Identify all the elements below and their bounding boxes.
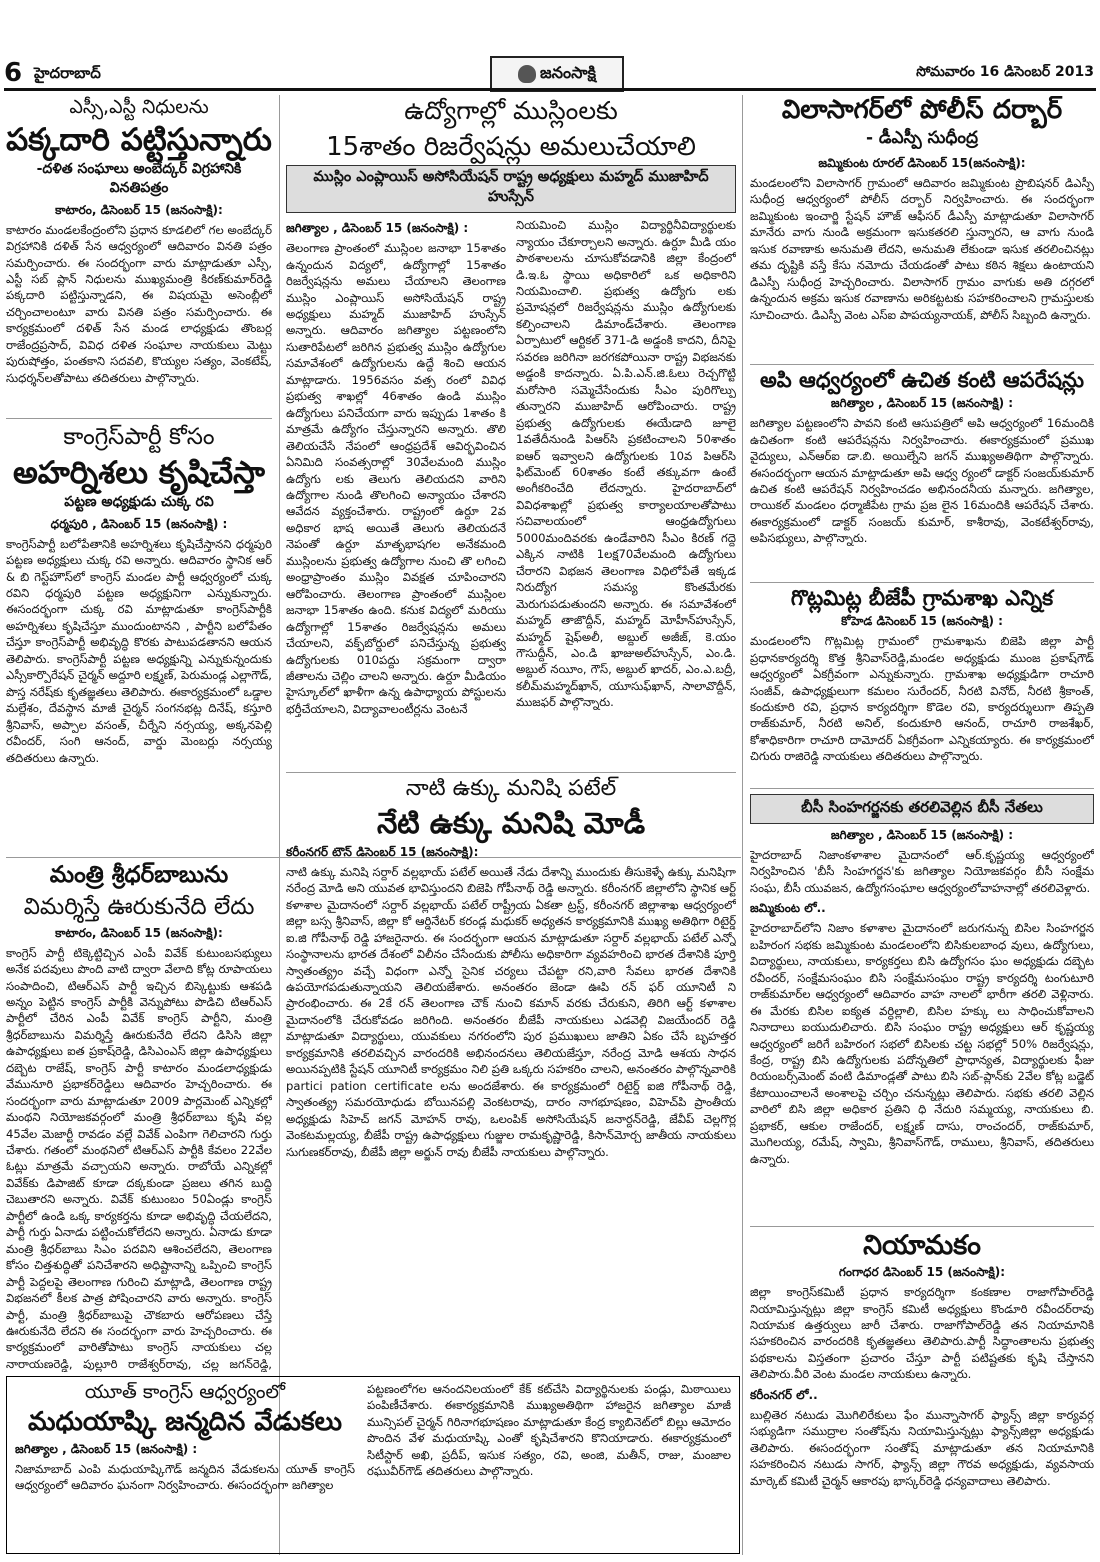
article-body: నిజామాబాద్ ఎంపి మధుయాష్కిగౌడ్ జన్మదిన వేడుకలను యూత్ కాంగ్రెస్ ఆధ్వర్యంలో ఆదివారం ఘనంగా నిర్వహించారు. ఈసందర్భంగా జగిత్యాల	[15, 1461, 355, 1493]
article-dateline: జగిత్యాల , డిసెంబర్ 15 (జనంసాక్షి) :	[15, 1441, 198, 1456]
article-headline: అపి ఆధ్వర్యంలో ఉచిత కంటి ఆపరేషన్లు	[759, 368, 1085, 392]
article-bc-simhagarjana	[750, 792, 1094, 1224]
article-kicker: ఉద్యోగాల్లో ముస్లింలకు	[404, 96, 618, 125]
article-body: కాంగ్రెస్‌పార్టీ బలోపేతానికి అహర్నిశలు కృషిచేస్తానని ధర్మపురి పట్టణ అధ్యక్షులు చుక్క రవి అన్నారు. ఆదివారం స్థానిక ఆర్ & బి గెస్ట్‌హౌస్‌లో కాంగ్రెస్ మండల పార్టీ ఆధ్వర్యంలో చుక్క రవిని ధర్మపురి పట్టణ అధ్యక్షునిగా ఎన్నుకున్నారు. ఈసందర్భంగా చుక్క రవి మాట్లాడుతూ కాంగ్రెస్‌పార్టీకి అహర్నిశలు కృషిచేస్తూ ముందుంటానని , పార్టీని బలోపేతం చేస్తూ కాంగ్రెస్‌పార్టీ అభివృద్ధి కొరకు పాటుపడతానని ఆయన తెలిపారు. కాంగ్రెస్‌పార్టీ పట్టణ అధ్యక్షున్ని ఎన్నుకున్నందుకు ఎస్సీకార్పొరేషన్ చైర్మన్ అద్దూరి లక్ష్మణ్, పెరుమండ్ల ఎల్లాగౌడ్, పొస్త నరేష్‌కు కృతజ్ఞతలు తెలిపారు. ఈకార్యక్రమంలో ఒడ్డాల మల్లేశం, దేవస్థాన మాజీ చైర్మన్ సంగనభట్ల దినేష్, కస్తూరి శ్రీనివాస్, అప్పాల వసంత్, చీర్నేని నర్సయ్య, అక్కనపెల్లి రవీందర్, సంగి ఆనంద్, వార్డు మెంబర్లు నర్సయ్య తదితరులు ఉన్నారు.	[6, 536, 272, 765]
article-body-col2: నియమించి ముస్లిం విద్యార్థినీవిద్యార్థులకు న్యాయం చేకూర్చాలని అన్నారు. ఉర్దూ మీడి యం పాఠశాలలను చూసుకోవడానికి జిల్లా కేంద్రంలో డి.ఇ.ఓ స్థాయి అధికారిలో ఒక అధికారిని నియమించాలి. ప్రభుత్వ ఉద్యోగు లకు ప్రమోషన్లలో రిజర్వేషన్లను ముస్లిం ఉద్యోగులకు కల్పించాలని డిమాండ్‌చేశారు. తెలంగాణ ఏర్పాటులో ఆర్టికల్ 371-డి అడ్డంకి కాదని, దీనిపై సవరణ జరిగినా జరగకపోయినా రాష్ట్ర విభజనకు అడ్డంకి కాదన్నారు. ఏ.పి.ఎన్.జి.ఓలు రెచ్చగొట్టి మరోసారి సమ్మెచేసేందుకు సీఎం పురిగొల్పు తున్నారని ముజాహిద్ ఆరోపించారు. రాష్ట్ర ప్రభుత్వ ఉద్యోగులకు ఈయేడాది జూలై 1వతేదీనుండి పిఆర్‌సి ప్రకటించాలని 50శాతం ఐఆర్ ఇవ్వాలని ఉద్యోగులకు 10వ పిఆర్‌సి ఫిట్‌మెంట్ 60శాతం కంటే తక్కువగా ఉంటే అంగీకరించేది లేదన్నారు. హైదరాబాద్‌లో వివిధశాఖల్లో ప్రభుత్వ కార్యాలయాలతోపాటు సచివాలయంలో ఆంధ్రఉద్యోగులు 5000మందివరకు ఉండేవారిని సీఎం కిరణ్ గద్దె ఎక్కిన నాటికి 1లక్ష70వేలమంది ఉద్యోగులు చేరారని విభజన తెలంగాణ విధిలోపేతే ఇక్కడ నిరుద్యోగ సమస్య కొంతమేరకు మెరుగుపడుతుందని అన్నారు. ఈ సమావేశంలో మహ్మద్ తాజొద్దీన్, మహ్మద్ మోహీన్‌హుస్సేన్, మహ్మద్ షైఫ్అలీ, అబ్దుల్ అజీజ్, కె.యం గౌసుద్దీన్, ఎం.డి ఖాజుఅల్‌హుస్సేన్, ఎం.డి. అబ్దుల్ నయీం, గౌస్, అబ్దుల్ ఖాదర్, ఎం.ఎ.బద్రీ, కలీమ్‌మహ్మద్‌ఖాన్, యూసుఫ్‌ఖాన్, సాలావొద్దీన్, ముజఫర్ పాల్గొన్నారు.	[516, 218, 736, 710]
article-divider	[286, 772, 736, 773]
article-muslim-reservations	[286, 96, 736, 746]
article-headline: 15శాతం రిజర్వేషన్లు అమలుచేయాలి	[326, 132, 696, 162]
article-headline: నేటి ఉక్కు మనిషి మోడీ	[376, 806, 646, 840]
article-dateline: జమ్మికుంట రూరల్ డిసెంబర్ 15(జనంసాక్షి):	[818, 155, 1026, 170]
article-section-label: కరీంనగర్ లో..	[750, 1387, 818, 1402]
article-headline: అహర్నిశలు కృషిచేస్తా	[12, 455, 266, 491]
article-dateline: కరీంనగర్ టౌన్ డిసెంబర్ 15 (జనంసాక్షి):	[286, 844, 479, 859]
article-dateline: జగిత్యాల , డిసెంబర్ 15 (జనంసాక్షి) :	[286, 221, 469, 236]
edition-city: హైదరాబాద్	[34, 64, 101, 82]
article-body: హైదరాబాద్ నిజాంకళాశాల మైదానంలో ఆర్.కృష్ణయ్య ఆధ్వర్యంలో నిర్వహించిన 'బీసీ సింహగర్జన'కు జగిత్యాల నియోజకవర్గం బీసీ సంక్షేమ సంఘ, బీసీ యువజన, ఉద్యోగసంఘాల ఆధ్వర్యంలోవాహనాల్లో తరలివెళ్లారు.	[750, 848, 1094, 895]
article-body: మండలంలోని విలాసాగర్ గ్రామంలో ఆదివారం జమ్మికుంట ప్రొబిషనర్ డిఎస్పీ సుధీంద్ర ఆధ్వర్యంలో పోలీస్ దర్బార్ నిర్వహించారు. ఈ సందర్భంగా జమ్మికుంట ఇంచార్జి స్టేషన్ హౌజ్ ఆఫీసర్ డీఎస్పీ మాట్లాడుతూ విలాసాగర్ మానేరు వాగు నుండి అక్రమంగా ఇసుకతరలి స్తున్నారని, ఆ వాగు నుండి ఇసుక రవాణాకు అనుమతి లేదని, అనుమతి లేకుండా ఇసుక తరలించినట్లు తమ దృష్టికి వస్తే కేసు నమోదు చేయడంతో పాటు కఠిన శిక్షలు ఉంటాయని డిఎస్పీ సుధీంద్ర హెచ్చరించారు. విలాసాగర్ గ్రామం వాగుకు అతి దగ్గరలో ఉన్నందున అక్రమ ఇసుక రవాణాను అరికట్టటకు సహకరించాలని గ్రామస్తులకు సూచించారు. డిఎస్పీ వెంట ఎస్ఐ పాపయ్యనాయక్, పోలీస్ సిబ్బంది ఉన్నారు.	[750, 175, 1094, 322]
article-kicker: మంత్రి శ్రీధర్‌బాబును	[49, 862, 229, 888]
article-dateline: జగిత్యాల , డిసెంబర్ 15 (జనంసాక్షి) :	[830, 396, 1014, 411]
header-rule	[4, 88, 1096, 91]
article-section-label: జమ్మికుంట లో..	[750, 901, 826, 916]
article-sc-st-funds	[6, 96, 272, 414]
column-divider	[279, 95, 280, 1555]
article-headline: నియామకం	[863, 1230, 981, 1261]
article-headline: గొట్లమిట్ల బీజేపీ గ్రామశాఖ ఎన్నిక	[790, 586, 1054, 610]
article-subheadline: -దళిత సంఘాలు అంబేద్కర్ విగ్రహానికి వినతిపత్రం	[36, 160, 242, 196]
article-body: కాటారం మండలకేంద్రంలోని ప్రధాన కూడలిలో గల అంబేద్కర్ విగ్రహానికి దళిత్ సేన ఆధ్వర్యంలో ఆదివారం వినతి పత్రం సమర్పించారు. ఈ సందర్భంగా వారు మాట్లాడుతూ ఎస్సీ, ఎస్టీ సబ్ ప్లాన్ నిధులను ముఖ్యమంత్రి కిరణ్‌కుమార్‌రెడ్డి పక్కదారి పట్టిస్తున్నాడని, ఈ విషయమై అసెంబ్లీలో చర్చించాలంటూ వారు వినతి పత్రం సమర్పించారు. ఈ కార్యక్రమంలో దళిత్ సేన మండ లాధ్యక్షుడు తొంబర్ల రాజేంద్రప్రసాద్, వివిధ దళిత సంఘాల నాయకులు మెట్టు పురుషోత్తం, పంతకాని సదవలి, కొయ్యల సత్యం, వెంకటేష్, సుధర్శన్‌లతోపాటు తదితరులు పాల్గొన్నారు.	[6, 222, 272, 385]
page-header	[0, 0, 1100, 92]
article-dateline: ధర్మపురి , డిసెంబర్ 15 (జనంసాక్షి) :	[50, 516, 228, 531]
article-dateline: కాటారం, డిసెంబర్ 15 (జనంసాక్షి):	[55, 202, 223, 217]
article-dateline: కాటారం, డిసెంబర్ 15 (జనంసాక్షి):	[55, 925, 223, 940]
article-sridhar-babu	[6, 862, 272, 1372]
article-bjp-village-branch	[750, 586, 1094, 784]
article-body: మండలంలోని గొట్లమిట్ల గ్రామంలో గ్రామశాఖను బిజెపి జిల్లా పార్టీ ప్రధానకార్యదర్శి కొత్త శ్రీనివాస్‌రెడ్డి,మండల అధ్యక్షుడు ముంజ ప్రకాష్‌గౌడ్ ఆధ్వర్యంలో ఏకగ్రీవంగా ఎన్నుకున్నారు. గ్రామశాఖ అధ్యక్షుడిగా రాచూరి సంజీవ్, ఉపాధ్యక్షులుగా కమలం సురేందర్, నీరటి వినోద్, నీరటి శ్రీకాంత్, కందుకూరి రవి, ప్రధాన కార్యదర్శిగా కొడెల రవి, కార్యదర్శులుగా తిప్పతి రాజ్‌కుమార్, నీరటి అనిల్, కందుకూరి ఆనంద్, రాచూరి రాజశేఖర్, కోశాధికారిగా రాచూరి దామోదర్ ఏకగ్రీవంగా ఎన్నికయ్యారు. ఈ కార్యక్రమంలో చిగురు రాజిరెడ్డి నాయకులు తదితరులు పాల్గొన్నారు.	[750, 634, 1094, 764]
article-body: కాంగ్రెస్ పార్టీ టిక్కెట్టిచ్చిన ఎంపీ వివేక్ కుటుంబసభ్యులు అనేక పదవులు పొంది వాటి ద్వారా వేలాది కోట్ల రూపాయలు సంపాదించి, టిఆర్ఎస్ పార్టీ ఇచ్చిన బిస్కెట్టుకు ఆశపడి అన్నం పెట్టిన కాంగ్రెస్ పార్టీకి వెన్నుపోటు పొడిచి టిఆర్ఎస్ పార్టీలో చేరిన ఎంపీ వివేక్ కాంగ్రెస్ పార్టీని, మంత్రి శ్రీధర్‌బాబును విమర్శిస్తే ఊరుకునేది లేదని డిసిసి జిల్లా ఉపాధ్యక్షులు ఐత ప్రకాష్‌రెడ్డి, డిసిఎంఎస్ జిల్లా ఉపాధ్యక్షులు దబ్బెట రాజేష్, కాంగ్రెస్ పార్టీ కాటారం మండలాధ్యక్షుడు వేమునూరి ప్రభాకర్‌రెడ్డిలు ఆదివారం హెచ్చరించారు. ఈ సందర్భంగా వారు మాట్లాడుతూ 2009 పార్లమెంట్ ఎన్నికల్లో మంథని నియోజకవర్గంలో మంత్రి శ్రీధర్‌బాబు కృషి వల్ల 45వేల మెజార్టీ రావడం వల్లే వివేక్ ఎంపిగా గెలిచారని గుర్తు చేశారు. గతంలో మంథనిలో టిఆర్ఎస్ పార్టీకి కేవలం 22వేల ఓట్లు మాత్రమే వచ్చాయని అన్నారు. రాబోయే ఎన్నికల్లో వివేక్‌కు డిపాజిట్ కూడా దక్కకుండా ప్రజలు తగిన బుద్ది చెబుతారని అన్నారు. వివేక్ కుటుంబం 50ఏండ్లు కాంగ్రెస్ పార్టీలో ఉండి ఒక్క కార్యకర్తను కూడా అభివృద్ధి చేయలేదని, పార్టీ గుర్తు ఏనాడు పట్టించుకోలేదని అన్నారు. ఏనాడు కూడా మంత్రి శ్రీధర్‌బాబు సిఎం పదవిని ఆశించలేదని, తెలంగాణ కోసం చిత్తశుద్ధితో పనిచేశారని అధిష్టానాన్ని ఒప్పించి కాంగ్రెస్ పార్టీ పెద్దలపై తెలంగాణ గురించి మాట్లాడి, తెలంగాణ రాష్ట్ర విభజనలో కీలక పాత్ర పోషించారని వారు అన్నారు. కాంగ్రెస్ పార్టీ, మంత్రి శ్రీధర్‌బాబుపై చౌకబారు ఆరోపణలు చేస్తే ఊరుకునేది లేదని ఈ సందర్భంగా వారు హెచ్చరించారు. ఈ కార్యక్రమంలో వారితోపాటు కాంగ్రెస్ నాయకులు చల్ల నారాయణరెడ్డి, పుల్లూరి రాజేశ్వర్‌రావు, చల్ల జగన్‌రెడ్డి,	[6, 945, 272, 1371]
article-kicker: యూత్ కాంగ్రెస్ ఆధ్వర్యంలో	[84, 1381, 286, 1403]
masthead-title: జనంసాక్షి	[540, 63, 596, 82]
article-eye-operations	[750, 368, 1094, 580]
article-kicker: ఎస్సీ,ఎస్టీ నిధులను	[69, 96, 209, 118]
article-madhu-yaskhi-birthday	[6, 1376, 740, 1554]
article-congress-effort	[6, 424, 272, 854]
issue-date: సోమవారం 16 డిసెంబర్ 2013	[916, 64, 1094, 80]
article-body: జగిత్యాల పట్టణంలోని పావని కంటి ఆసుపత్రిలో అపి ఆధ్వర్యంలో 16మందికి ఉచితంగా కంటి ఆపరేషన్లను నిర్వహించారు. ఈకార్యక్రమంలో ప్రముఖ వైద్యులు, ఎన్ఆర్ఐ డా.బి. అయిల్నేని జగన్ ముఖ్యఅతిథిగా పాల్గొన్నారు. ఈసందర్భంగా ఆయన మాట్లాడుతూ అపి ఆధ్వ ర్యంలో డాక్టర్ సంజయ్‌కుమార్ ఉచిత కంటి ఆపరేషన్ నిర్వహించడం అభినందనీయ మన్నారు. జగిత్యాల, రాయికల్ మండలం ధర్మాజీపేట గ్రామ ప్రజ లైన 16మందికి ఆపరేషన్ చేశారు. ఈకార్యక్రమంలో డాక్టర్ సంజయ్ కుమార్, కాశీరావు, వెంకటేశ్వర్‌రావు, అపిసభ్యులు, పాల్గొన్నారు.	[750, 416, 1094, 546]
article-body-continued: పట్టణంలోగల ఆనందనిలయంలో కేక్ కట్‌చేసి విద్యార్థినులకు పండ్లు, మిఠాయిలు పంపిణీచేశారు. ఈకార్యక్రమానికి ముఖ్యఅతిథిగా హాజరైన జగిత్యాల మాజీ మున్సిపల్ చైర్మన్ గిరినాగభూషణం మాట్లాడుతూ కేంద్ర క్యాబినెట్‌లో బిల్లు ఆమోదం పొందిన వేళ మధుయాష్కి ఎంతో కృషిచేశారని కొనియాడారు. ఈకార్యక్రమంలో సిటీస్టార్ అఖి, ప్రదీప్, ఇసుక సత్యం, రవి, అంజి, మతీన్, రాజు, మంజాల రఘువీర్‌గౌడ్ తదితరులు పాల్గొన్నారు.	[367, 1382, 731, 1479]
article-divider	[750, 364, 1094, 365]
article-divider	[750, 788, 1094, 789]
article-divider	[750, 582, 1094, 583]
article-dateline: జగిత్యాల , డిసెంబర్ 15 (జనంసాక్షి) :	[830, 828, 1014, 842]
article-kicker: నాటి ఉక్కు మనిషి పటేల్	[405, 776, 617, 801]
article-headline: మధుయాష్కి జన్మదిన వేడుకలు	[27, 1407, 342, 1437]
article-divider	[750, 1226, 1094, 1227]
page-number: 6	[4, 58, 23, 88]
article-body: జిల్లా కాంగ్రెస్‌కమిటీ ప్రధాన కార్యదర్శిగా కంకణాల రాజాగోపాల్‌రెడ్డి నియామిస్తున్నట్లు జిల్లా కాంగ్రెస్ కమిటీ అధ్యక్షులు కొండూరి రవీందర్‌రావు నియామక ఉత్తర్వులు జారీ చేశారు. రాజాగోపాల్‌రెడ్డి తన నియామానికి సహకరించిన వారందరికి కృతజ్ఞతలు తెలిపారు.పార్టీ సిద్ధాంతాలను ప్రభుత్వ పథకాలను విస్తతంగా ప్రచారం చేస్తూ పార్టీ పటిష్టతకు కృషి చేస్తానని తెలిపారు.వీరి వెంట మండల నాయకులు ఉన్నారు.	[750, 1285, 1094, 1382]
article-subheadline: - డీఎస్పీ సుధీంద్ర	[865, 127, 979, 148]
article-headline: విలాసాగర్‌లో పోలీస్ దర్బార్	[781, 96, 1063, 125]
article-appointment	[750, 1230, 1094, 1556]
article-headline: విమర్శిస్తే ఊరుకునేది లేదు	[23, 894, 255, 920]
article-dateline: గంగాధర డిసెంబర్ 15 (జనంసాక్షి):	[838, 1265, 1006, 1280]
article-body-continued: హైదరాబాద్‌లోని నిజాం కళాశాల మైదానంలో జరుగనున్న బిసిల సింహగర్జన బహిరంగ సభకు జమ్మికుంట మండలంలోని బిసికులబాంధ వులు, ఉద్యోగులు, విద్యార్థులు, నాయకులు, కార్యకర్తలు బిసి ఉద్యోగసం ఘం అధ్యక్షుడు దబ్బెట రవీందర్, సంక్షేమసంఘం బిసి సంక్షేమసంఘం రాష్ట్ర కార్యదర్శి టంగుటూరి రాజ్‌కుమార్‌ల ఆధ్వర్యంలో ఆదివారం వాహ నాలలో భారీగా తరలి వెళ్లినారు. ఈ మేరకు బిసిల ఐక్యత వర్ధిల్లాలి, బిసిల హక్కు లు సాధించుకోవాలని నినాదాలు ఐయుదులిచారు. బిసి సంఘం రాష్ట్ర అధ్యక్షులు ఆర్ కృష్ణయ్య ఆధ్వర్యంలో జరిగే బహిరంగ సభలో బిసిలకు చట్ట సభల్లో 50% రిజర్వేషన్లు, కేంద్ర, రాష్ట్ర బిసి ఉద్యోగులకు పదోన్నతిలో ప్రాధాన్యత, విద్యార్థులకు ఫీజు రియంబర్స్‌మెంట్ వంటి డిమాండ్లతో పాటు బిసి సబ్-ప్లాన్‌కు 2వేల కోట్ల బడ్జెట్ కేటాయించాలనే అంశాలపై చర్చిం చనున్నట్లు తెలిపారు. సభకు తరలి వెల్లిన వారిలో బిసి జిల్లా అధికార ప్రతిని ధి నేదురి సమ్మయ్య, నాయకులు బి. ప్రభాకర్, ఆకుల రాజేందర్, లక్ష్మణ్ దాసు, రాంచందర్, రాజ్‌కుమార్, మొగిలయ్య, రమేష్, స్వామి, శ్రీనివాస్‌గౌడ్, రాములు, శ్రీనివాస్, తదితరులు ఉన్నారు.	[750, 921, 1094, 1166]
article-police-darbar	[750, 96, 1094, 362]
masthead-logo-icon	[518, 65, 536, 83]
article-subheadline-bar: ముస్లిం ఎంప్లాయిస్ అసోసియేషన్ రాష్ట్ర అధ్యక్షులు మహ్మద్ ముజాహిద్ హుస్సేన్	[286, 165, 736, 213]
article-body-col1: తెలంగాణ ప్రాంతంలో ముస్లింల జనాభా 15శాతం ఉన్నందున విద్యలో, ఉద్యోగాల్లో 15శాతం రిజర్వేషన్లను అమలు చేయాలని తెలంగాణ ముస్లిం ఎంప్లాయిస్ అసోసియేషన్ రాష్ట్ర అధ్యక్షులు మహ్మద్ ముజాహిద్ హుస్సేన్ అన్నారు. ఆదివారం జగిత్యాల పట్టణంలోని సుతారిపేటలో జరిగిన ప్రభుత్వ ముస్లిం ఉద్యోగుల సమావేశంలో ఉద్యోగులను ఉద్దే శించి ఆయన మాట్లాడారు. 1956వసం వత్స రంలో వివిధ ప్రభుత్వ శాఖల్లో 46శాతం ఉండి ముస్లిం ఉద్యోగులు పనిచేయగా వారు ఇప్పుడు 1శాతం కి మాత్రమే ఉద్యోగం చేస్తున్నారని అన్నారు. తొలి తెలియచేసే నేపంలో ఆంధ్రప్రదేశ్ ఆవిర్భవించిన ఏనిమిది సంవత్సరాల్లో 30వేలమంది ముస్లిం ఉద్యోగు లకు తెలుగు తెలియదని వారిని ఉద్యోగాల నుండి తొలగించి అన్యాయం చేశారని ఆవేదన వ్యక్తంచేశారు. రాష్ట్రంలో ఉర్దూ 2వ అధికార భాష అయితే తెలుగు తెలియదనే నెపంతో ఉర్దూ మాతృభాషగల అనేకమంది ముస్లింలను ప్రభుత్వ ఉద్యోగాల నుంచి తొ లగించి అంధ్రాప్రాంతం ముస్లిం వివక్షత చూపించారని ఆరోపించారు. తెలంగాణ ప్రాంతంలో ముస్లింల జనాభా 15శాతం ఉంది. కనుక విద్యలో మరియు ఉద్యోగాల్లో 15శాతం రిజర్వేషన్లను అమలు చేయాలని, వక్ఫ్‌బోర్డులో పనిచేస్తున్న ప్రభుత్వ ఉద్యోగులకు 010పద్దు సక్రమంగా ద్వారా జీతాలను చెల్లిం చాలని అన్నారు. ఉర్దూ మీడియం హైస్కూల్‌లో ఖాళీగా ఉన్న ఉపాధ్యాయ పోస్టులను భర్తీచేయాలని, విద్యావాలంటీర్లను వెంటనే	[286, 241, 506, 716]
article-body-continued: బుల్లితెర నటుడు మొగిలిరేకులు ఫేం మున్నాసాగర్ ఫ్యాన్స్ జిల్లా కార్యవర్గ సభ్యుడిగా సముద్రాల సంతోష్‌ను నియామిస్తున్నట్లు ఫ్యాన్స్‌జిల్లా అధ్యక్షుడు తెలిపారు. ఈసందర్భంగా సంతోష్ మాట్లాడుతూ తన నియామానికి సహకరించిన నటుడు సాగర్, ఫ్యాన్స్ జిల్లా గౌరవ అధ్యక్షుడు, వ్యవసాయ మార్కెట్ కమిటీ చైర్మన్ ఆకారపు భాస్కర్‌రెడ్డి ధన్యవాదాలు తెలిపారు.	[750, 1407, 1094, 1488]
article-divider	[6, 418, 272, 419]
article-headline: బీసీ సింహగర్జనకు తరలివెల్లిన బీసీ నేతలు	[750, 794, 1094, 824]
column-divider	[742, 95, 743, 1555]
article-dateline: కోహెడ డిసెంబర్ 15 (జనంసాక్షి) :	[841, 614, 1003, 629]
article-kicker: కాంగ్రెస్‌పార్టీ కోసం	[63, 424, 215, 450]
masthead	[490, 56, 624, 92]
article-subheadline: పట్టణ అధ్యక్షుడు చుక్క రవి	[64, 493, 214, 510]
article-body: నాటి ఉక్కు మనిషి సర్దార్ వల్లభాయ్ పటేల్ అయితే నేడు దేశాన్ని ముందుకు తీసుకెళ్ళే ఉక్కు మనిషిగా నరేంద్ర మోడి అని యువత భావిస్తుందని బిజెపి గోపీనాథ్ రెడ్డి అన్నారు. కరీంనగర్ జిల్లాలోని స్థానిక ఆర్ట్ కళాశాల మైదానంలో సర్దార్ వల్లభాయ్ పటేల్ రాష్ట్రీయ ఏకతా ట్రస్ట్, కరీంనగర్ జిల్లాశాఖ ఆధ్వర్యంలో జిల్లా బస్స శ్రీనివాస్, జిల్లా కో ఆర్డినేటర్ కరండ్ల మధుకర్ అధ్యతన కార్యక్రమానికి ముఖ్య అతిథిగా రిటైర్డ్ ఐ.జి గోపీనాథ్ రెడ్డి హాజరైనారు. ఈ సందర్భంగా ఆయన మాట్లాడుతూ సర్దార్ వల్లభాయ్ పటేల్ ఎన్నో సంస్థానాలను భారత దేశంలో విలీనం చేసేందుకు పోలీసు అధికారిగా వ్యవహరించి భారత దేశానికి పూర్తి స్వాతంత్య్రం వచ్చే విధంగా ఎన్నో సైనిక చర్యలు చేపట్టా రని,వారి సేవలు భారత దేశానికి ఉపయోగపడుతున్నాయని తెలియజేశారు. అనంతరం జెండా ఊపి రన్ ఫర్ యూనిటీ ని ప్రారంభించారు. ఈ 2కే రన్ తెలంగాణ చౌక్ నుంచి కమాన్ వరకు చేరుకుని, తిరిగి ఆర్ట్ కళాశాల మైదానంలోకి చేరుకోవడం జరిగింది. అనంతరం బీజేపీ నాయకులు ఎడవెల్లి విజయేందర్ రెడ్డి మాట్లాడుతూ విద్యార్థులు, యువకులు నగరంలోని పుర ప్రముఖులు జాతిని ఏకం చేసే బృహత్తర కార్యక్రమానికి తరలివచ్చిన వారందరికి అభినందనలు తెలియజేస్తూ, నరేంద్ర మోడి ఆశయ సాధన అయినప్పటికి స్టేషన్ యూనిటీ కార్యక్రమం నిలి ప్రతి ఒక్కరు సహకరిం చాలని, అనంతరం పాల్గొన్నవారికి partici pation certificate లను అందజేశారు. ఈ కార్యక్రమంలో రిటైర్డ్ ఐజి గోపీనాథ్ రెడ్డి, స్వాతంత్య్ర సమరయోధుడు బోయినపల్లి వెంకటరావు, దారం నాగభూషణం, విహెచ్‌పి ప్రాంతీయ అధ్యక్షుడు సిహెచ్ జగన్ మోహన్ రావు, ఒలంపిక్ అసోసియేషన్ జనార్దన్‌రెడ్డి, జేవీప్ చెల్లగొర్ల వెంకటమల్లయ్య, బీజేపీ రాష్ట్ర ఉపాధ్యక్షులు గుజ్జుల రామకృష్ణారెడ్డి, కిసాన్‌మోర్చ జాతీయ నాయకులు సుగుణకర్‌రావు, బీజేపీ జిల్లా అర్జున్ రావు బీజేపీ నాయకులు పాల్గొన్నారు.	[286, 864, 736, 1159]
article-iron-man-modi	[286, 776, 736, 1372]
article-headline: పక్కదారి పట్టిస్తున్నారు	[6, 122, 272, 158]
